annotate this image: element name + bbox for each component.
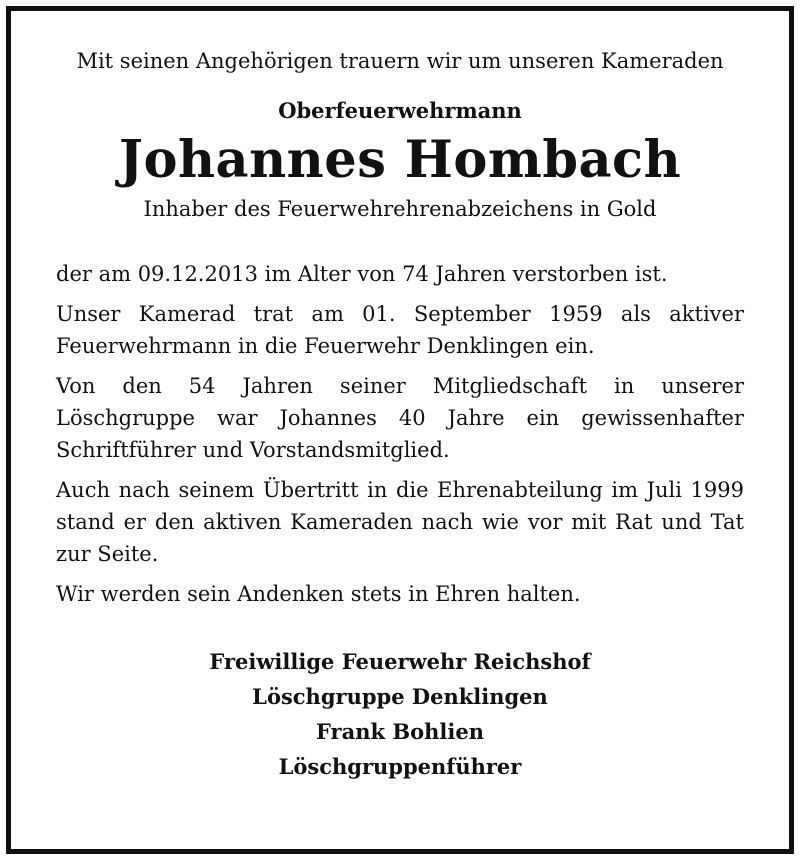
intro-line: Mit seinen Angehörigen trauern wir um unseren Kameraden	[76, 49, 724, 73]
signature-organization: Freiwillige Feuerwehr Reichshof	[209, 649, 591, 674]
signature-person: Frank Bohlien	[316, 719, 484, 744]
paragraph-membership: Von den 54 Jahren seiner Mitgliedschaft in unserer Löschgruppe war Johannes 40 Jahre ein gewissenhafter Schriftführer und Vorstandsmitglied.	[56, 374, 744, 462]
paragraph-death-date: der am 09.12.2013 im Alter von 74 Jahren verstorben ist.	[56, 262, 668, 286]
notice-body	[56, 258, 744, 610]
honor-line: Inhaber des Feuerwehrehrenabzeichens in Gold	[143, 197, 657, 221]
paragraph-honorary-division: Auch nach seinem Übertritt in die Ehrenabteilung im Juli 1999 stand er den aktiven Kameraden nach wie vor mit Rat und Tat zur Seite.	[56, 478, 744, 566]
obituary-notice	[56, 46, 744, 784]
rank-title: Oberfeuerwehrmann	[278, 98, 522, 123]
deceased-name: Johannes Hombach	[118, 130, 682, 190]
signature-block	[56, 644, 744, 784]
paragraph-remembrance: Wir werden sein Andenken stets in Ehren halten.	[56, 582, 581, 606]
signature-role: Löschgruppenführer	[278, 754, 522, 779]
paragraph-joined: Unser Kamerad trat am 01. September 1959 als aktiver Feuerwehrmann in die Feuerwehr Denklingen ein.	[56, 302, 744, 358]
signature-unit: Löschgruppe Denklingen	[252, 684, 548, 709]
